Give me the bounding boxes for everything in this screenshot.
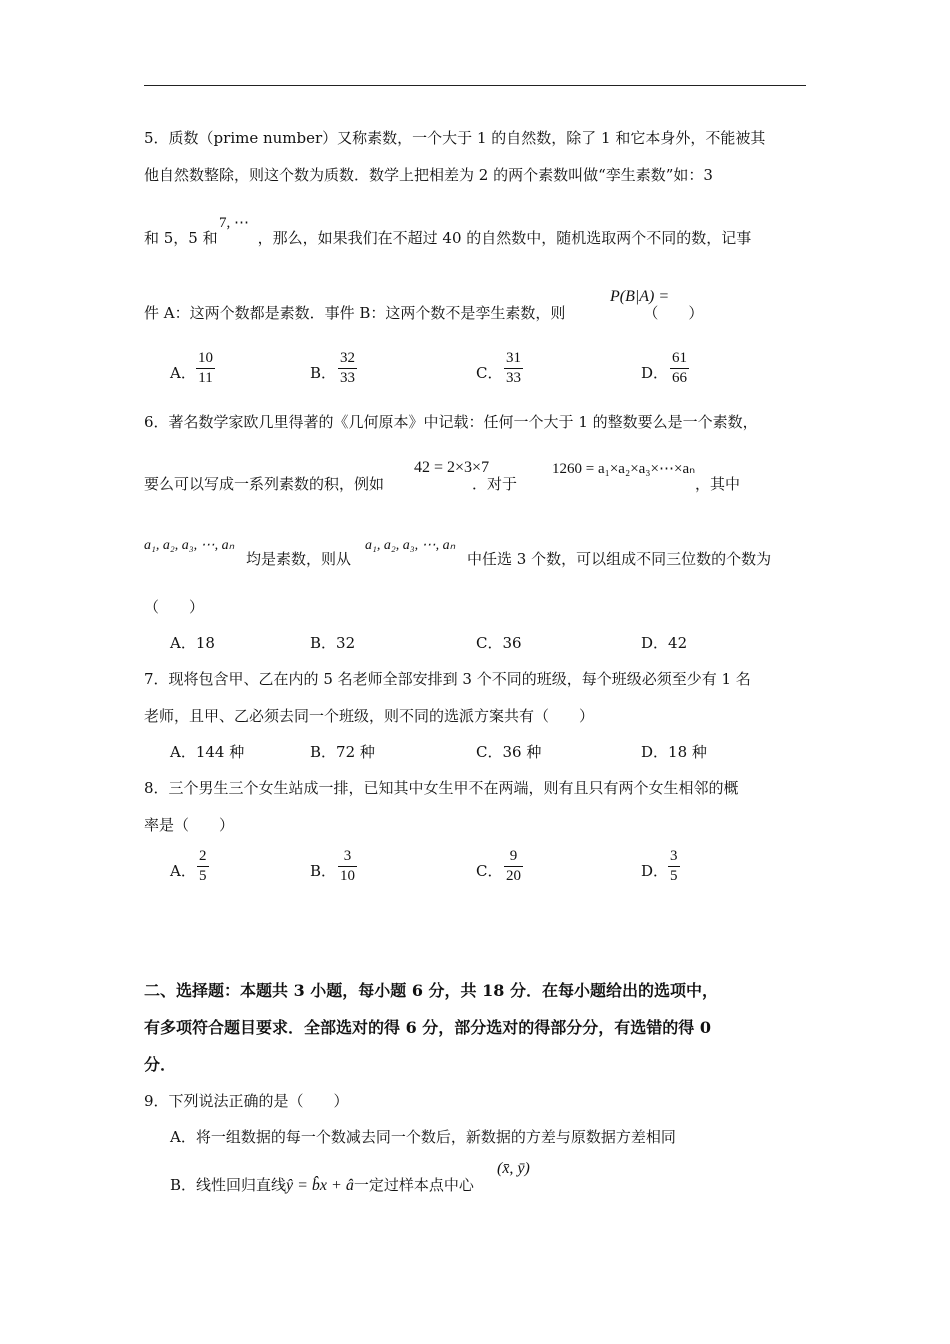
- q5-line3-text-b: ，那么，如果我们在不超过 40 的自然数中，随机选取两个不同的数，记事: [257, 229, 752, 247]
- q7-line1: 7．现将包含甲、乙在内的 5 名老师全部安排到 3 个不同的班级，每个班级必须至少有 1 名: [144, 670, 751, 688]
- q8-option-c-num: 9: [509, 848, 518, 864]
- q8-option-b-label: B．: [310, 862, 337, 880]
- q6-option-d: D．42: [641, 634, 688, 652]
- q5-math-seven: 7, ⋯: [219, 215, 249, 231]
- q5-line3-text-a: 和 5，5 和: [144, 229, 218, 247]
- q5-option-c-den: 33: [506, 370, 521, 386]
- q8-option-c-fraction: [504, 848, 523, 885]
- q5-option-d-den: 66: [672, 370, 687, 386]
- q5-option-d-label: D．: [641, 364, 669, 382]
- q6-math-example: 42 = 2×3×7: [414, 459, 490, 476]
- q6-line4: （ ）: [144, 598, 205, 616]
- q5-math-prob: P(B|A) =: [610, 288, 670, 305]
- q9-option-b-text2: 一定过样本点中心: [353, 1176, 474, 1194]
- q8-option-d-fraction: [668, 848, 680, 885]
- q9-option-b-center: (x̄, ȳ): [497, 1160, 530, 1177]
- section2-heading-line3: 分．: [144, 1055, 177, 1074]
- q8-option-b-fraction: [338, 848, 357, 885]
- q7-option-a: A．144 种: [170, 743, 245, 761]
- q6-line1: 6．著名数学家欧几里得著的《几何原本》中记载：任何一个大于 1 的整数要么是一个素数，: [144, 413, 758, 431]
- q8-option-a-den: 5: [199, 868, 207, 884]
- q8-option-c-den: 20: [506, 868, 521, 884]
- q6-line3-text-b: 中任选 3 个数，可以组成不同三位数的个数为: [467, 550, 772, 568]
- q5-option-c-label: C．: [476, 364, 503, 382]
- q5-option-a-fraction: [196, 350, 215, 387]
- q6-math-factor: 1260 = a₁×a₂×a₃×⋯×aₙ: [552, 461, 696, 477]
- q9-option-b-equation: ŷ = b̂x + â: [286, 1177, 354, 1194]
- q8-option-c-label: C．: [476, 862, 503, 880]
- q5-option-a-label: A．: [170, 364, 196, 382]
- q6-option-a: A．18: [170, 634, 215, 652]
- q5-option-c-fraction: [504, 350, 523, 387]
- q9-line1: 9．下列说法正确的是（ ）: [144, 1092, 349, 1110]
- q5-line4-text-b: （ ）: [643, 304, 704, 322]
- q5-option-b-fraction: [338, 350, 357, 387]
- q5-option-b-den: 33: [340, 370, 355, 386]
- q6-option-c: C．36: [476, 634, 522, 652]
- q8-option-d-label: D．: [641, 862, 669, 880]
- q9-option-b-text: B．线性回归直线: [170, 1176, 287, 1194]
- q8-option-a-fraction: [197, 848, 209, 885]
- q8-option-b-num: 3: [343, 848, 352, 864]
- q8-option-b-den: 10: [340, 868, 355, 884]
- q5-line2: 他自然数整除，则这个数为质数．数学上把相差为 2 的两个素数叫做“孪生素数”如：3: [144, 166, 713, 184]
- q5-option-a-num: 10: [198, 350, 213, 366]
- section2-heading-line1: 二、选择题：本题共 3 小题，每小题 6 分，共 18 分．在每小题给出的选项中，: [144, 981, 718, 1000]
- q8-line2: 率是（ ）: [144, 816, 235, 834]
- q8-line1: 8．三个男生三个女生站成一排，已知其中女生甲不在两端，则有且只有两个女生相邻的概: [144, 779, 739, 797]
- q5-option-b-label: B．: [310, 364, 337, 382]
- q7-option-c: C．36 种: [476, 743, 542, 761]
- q6-math-seq-1: a₁, a₂, a₃, ⋯, aₙ: [144, 538, 235, 553]
- q6-math-seq-2: a₁, a₂, a₃, ⋯, aₙ: [365, 538, 456, 553]
- q6-line2-text-a: 要么可以写成一系列素数的积，例如: [144, 475, 385, 493]
- header-rule: [144, 85, 806, 86]
- q5-line1: 5．质数（prime number）又称素数，一个大于 1 的自然数，除了 1 和它本身外，不能被其: [144, 129, 766, 147]
- q8-option-a-num: 2: [199, 848, 207, 864]
- q8-option-d-num: 3: [670, 848, 678, 864]
- q5-option-a-den: 11: [198, 370, 213, 386]
- q5-line4-text-a: 件 A：这两个数都是素数．事件 B：这两个数不是孪生素数，则: [144, 304, 566, 322]
- q9-option-a: A．将一组数据的每一个数减去同一个数后，新数据的方差与原数据方差相同: [170, 1128, 676, 1146]
- q6-option-b: B．32: [310, 634, 356, 652]
- q6-line2-text-b: ．对于: [472, 475, 518, 493]
- q5-option-b-num: 32: [340, 350, 355, 366]
- q5-option-c-num: 31: [506, 350, 521, 366]
- q5-option-d-fraction: [670, 350, 689, 387]
- q8-option-d-den: 5: [670, 868, 678, 884]
- q8-option-a-label: A．: [170, 862, 196, 880]
- q7-option-d: D．18 种: [641, 743, 707, 761]
- q6-line3-text-a: 均是素数，则从: [246, 550, 352, 568]
- q9-option-b: [170, 1174, 474, 1197]
- q5-option-d-num: 61: [672, 350, 687, 366]
- q7-option-b: B．72 种: [310, 743, 375, 761]
- section2-heading-line2: 有多项符合题目要求．全部选对的得 6 分，部分选对的得部分分，有选错的得 0: [144, 1018, 711, 1037]
- q7-line2: 老师，且甲、乙必须去同一个班级，则不同的选派方案共有（ ）: [144, 707, 595, 725]
- q6-line2-text-c: ，其中: [695, 475, 741, 493]
